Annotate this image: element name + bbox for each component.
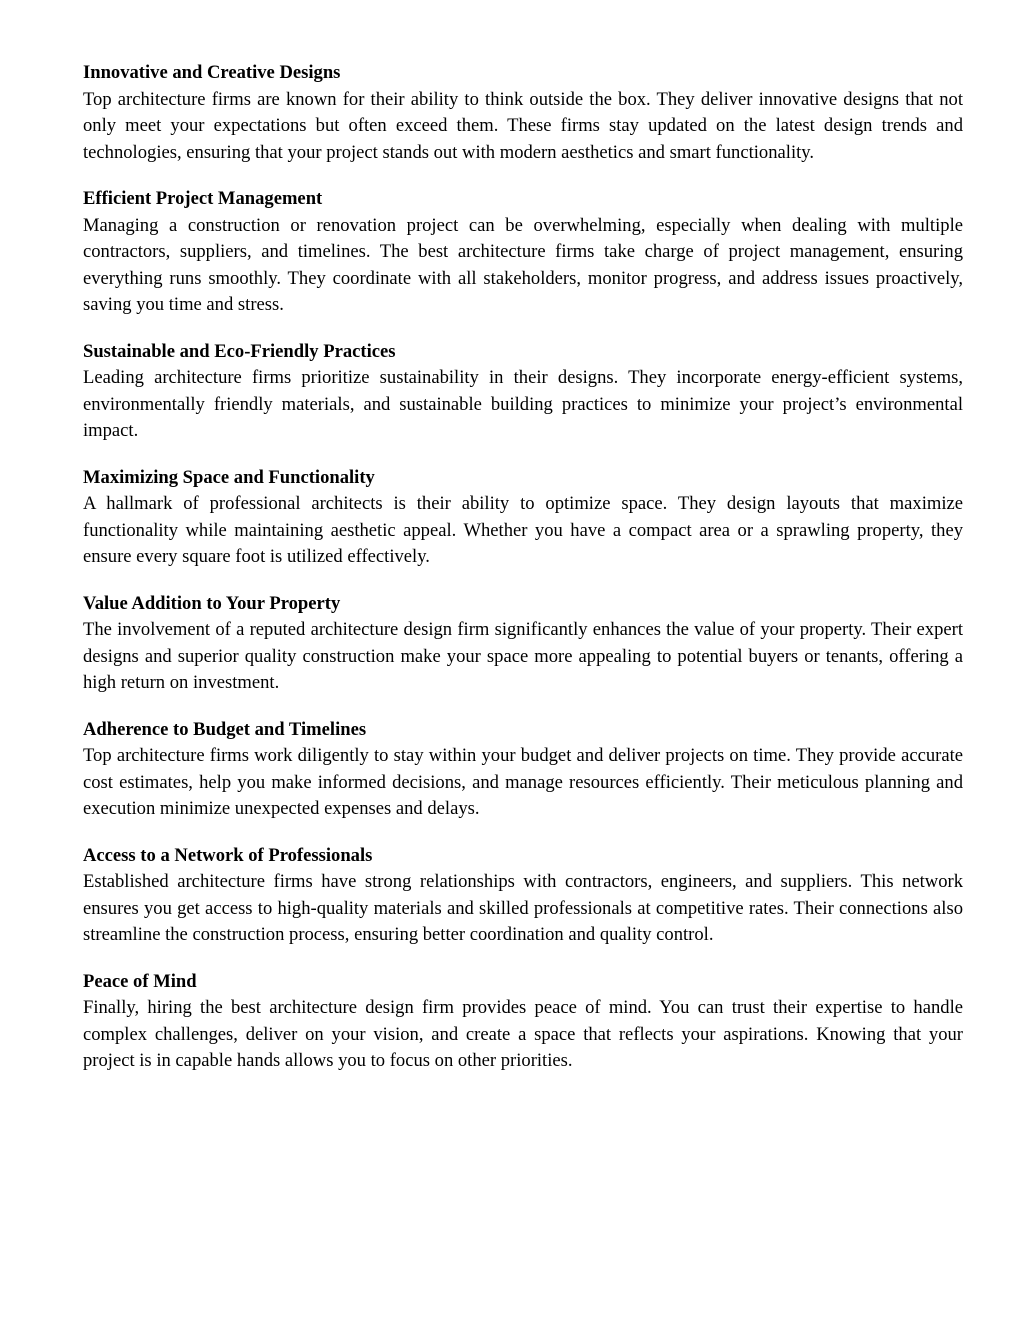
section-project-management xyxy=(83,186,963,319)
section-heading: Sustainable and Eco-Friendly Practices xyxy=(83,340,396,362)
section-body: Established architecture firms have strong relationships with contractors, engineers, and suppliers. This network ensures you get access to high-quality materials and skilled professionals at competitive rates. Their connections also streamline the construction process, ensuring better coordination and quality control. xyxy=(83,871,963,945)
section-body: Top architecture firms are known for their ability to think outside the box. They deliver innovative designs that not only meet your expectations but often exceed them. These firms stay updated on the latest design trends and technologies, ensuring that your project stands out with modern aesthetics and smart functionality. xyxy=(83,88,963,163)
section-peace-of-mind xyxy=(83,969,963,1075)
section-budget-timelines xyxy=(83,717,963,823)
section-heading: Peace of Mind xyxy=(83,970,197,992)
section-innovative-designs xyxy=(83,60,963,166)
section-body: Finally, hiring the best architecture design firm provides peace of mind. You can trust their expertise to handle complex challenges, deliver on your vision, and create a space that reflects your aspirations. Knowing that your project is in capable hands allows you to focus on other priorities. xyxy=(83,997,963,1071)
section-body: Leading architecture firms prioritize sustainability in their designs. They incorporate energy-efficient systems, environmentally friendly materials, and sustainable building practices to minimize your project’s environmental impact. xyxy=(83,367,963,441)
section-heading: Value Addition to Your Property xyxy=(83,592,341,614)
section-body: Managing a construction or renovation project can be overwhelming, especially when dealing with multiple contractors, suppliers, and timelines. The best architecture firms take charge of project management, ensuring everything runs smoothly. They coordinate with all stakeholders, monitor progress, and address issues proactively, saving you time and stress. xyxy=(83,214,963,315)
section-professional-network xyxy=(83,843,963,949)
section-body: A hallmark of professional architects is their ability to optimize space. They design layouts that maximize functionality while maintaining aesthetic appeal. Whether you have a compact area or a sprawling property, they ensure every square foot is utilized effectively. xyxy=(83,493,963,567)
section-sustainable-practices xyxy=(83,339,963,445)
section-space-functionality xyxy=(83,465,963,571)
section-heading: Efficient Project Management xyxy=(83,188,323,209)
section-value-addition xyxy=(83,591,963,697)
section-body: The involvement of a reputed architecture design firm significantly enhances the value of your property. Their expert designs and superior quality construction make your space more appealing to potential buyers or tenants, offering a high return on investment. xyxy=(83,619,963,693)
section-heading: Adherence to Budget and Timelines xyxy=(83,718,367,740)
document-page xyxy=(83,60,963,1095)
section-heading: Access to a Network of Professionals xyxy=(83,844,373,866)
section-heading: Maximizing Space and Functionality xyxy=(83,466,375,488)
section-body: Top architecture firms work diligently to stay within your budget and deliver projects on time. They provide accurate cost estimates, help you make informed decisions, and manage resources efficiently. Their meticulous planning and execution minimize unexpected expenses and delays. xyxy=(83,745,963,819)
section-heading: Innovative and Creative Designs xyxy=(83,62,341,83)
